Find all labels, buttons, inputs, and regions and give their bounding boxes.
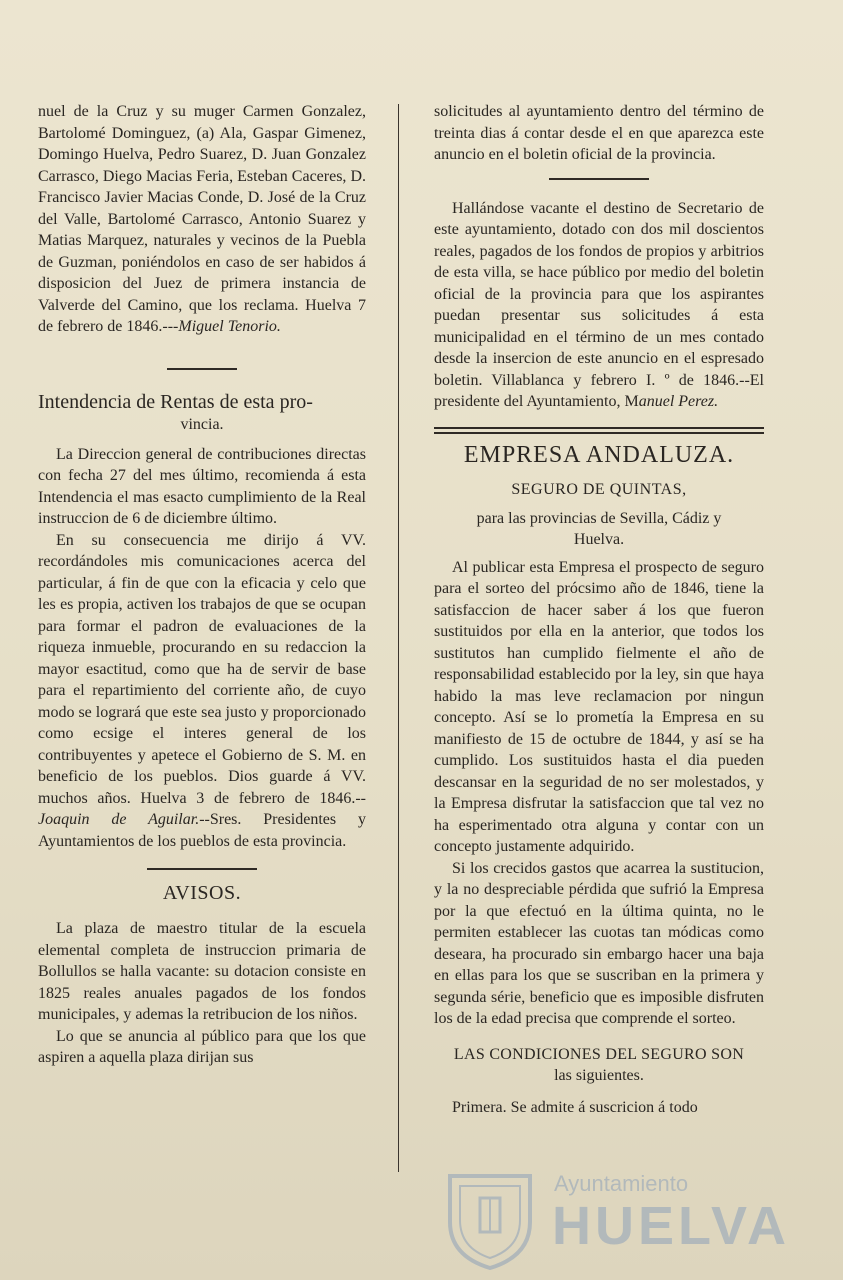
avisos-title: AVISOS. (162, 882, 242, 904)
empresa-title: EMPRESA ANDALUZA. (463, 441, 735, 468)
spacer (434, 166, 764, 178)
avisos-paragraph-1: La plaza de maestro titular de la escuela elemental completa de instruccion primaria de Bollullos se halla vacante: su dotacion consiste en 1825 reales anuales pagados de los fondos municipales, y ademas la retribucion de los niños. (38, 920, 366, 1023)
fugitives-text: nuel de la Cruz y su muger Carmen Gonzalez, Bartolomé Dominguez, (a) Ala, Gaspar Gimenez, Domingo Huelva, Pedro Suarez, D. Juan Gonzalez Carrasco, Diego Macias Feria, Esteban Caceres, D. Francisco Javier Macias Conde, D. José de la Cruz del Valle, Bartolomé Carrasco, Antonio Suarez y Matias Marquez, naturales y vecinos de la Puebla de Guzman, poniéndolos en caso de ser habidos á disposicion del Juez de primera instancia de Valverde del Camino, que los reclama. Huelva 7 de febrero de 1846.--- (38, 103, 366, 335)
secretario-text: Hallándose vacante el destino de Secretario de este ayuntamiento, dotado con dos mil doscientos reales, pagados de los fondos de propios y arbitrios de esta villa, se hace público por medio del boletin oficial de la provincia para que los aspirantes puedan presentar sus solicitudes á esta municipalidad en el término de un mes contado desde la insercion de este anuncio en el espresado boletin. Villablanca y febrero I. º de 1846.--El presidente del Ayuntamiento, M (434, 199, 764, 410)
intendencia-paragraph-1: La Direccion general de contribuciones directas con fecha 27 del mes último, recomienda á esta Intendencia el mas esacto cumplimiento de la Real instruccion de 6 de diciembre último. (38, 445, 366, 527)
solicitudes-paragraph: solicitudes al ayuntamiento dentro del término de treinta dias á contar desde el en que aparezca este anuncio en el boletin oficial de la provincia. (434, 103, 764, 163)
column-divider (398, 104, 399, 1172)
intendencia-title: Intendencia de Rentas de esta pro- (38, 390, 313, 413)
intendencia-text: En su consecuencia me dirijo á VV. recordándoles mis comunicaciones acerca del particular, á fin de que con la eficacia y celo que les es propia, activen los trabajos de que se ocupan para formar el padron de evaluaciones de la riqueza inmueble, procurando en su redaccion la mayor esactitud, como que ha de servir de base para el repartimiento del corriente año, de cuyo modo se logrará que este sea justo y proporcionado como ecsige el interes general de los contribuyentes y apetece el Gobierno de S. M. en beneficio de los pueblos. Dios guarde á VV. muchos años. Huelva 3 de febrero de 1846.-- (38, 531, 366, 807)
archive-watermark (436, 1160, 790, 1270)
left-column (38, 101, 366, 1069)
intendencia-closing: --Sres. Presidentes y Ayuntamientos de los pueblos de esta provincia. (38, 811, 366, 850)
intendencia-title-cont: vincia. (180, 415, 224, 433)
fugitives-paragraph (38, 101, 366, 338)
spacer (38, 852, 366, 868)
signature-tenorio: Miguel Tenorio. (178, 318, 281, 335)
spacer (434, 180, 764, 198)
coat-of-arms-icon (436, 1170, 544, 1270)
seguro-title: SEGURO DE QUINTAS, (511, 480, 687, 498)
spacer (38, 870, 366, 880)
empresa-paragraph-2: Si los crecidos gastos que acarrea la sustitucion, y la no despreciable pérdida que sufrió la Empresa por la que efectuó en la última quinta, no le permiten establecer las cuotas tan módicas como deseara, ha procurado sin embargo hacer una baja en ellas para los que se suscriban en la primera y segunda série, beneficio que es imposible disfruten los de la edad precisa que comprende el sorteo. (434, 859, 764, 1027)
provincias-line: para las provincias de Sevilla, Cádiz y Huelva. (476, 509, 722, 548)
intendencia-paragraph-2 (38, 530, 366, 853)
condiciones-cont: las siguientes. (554, 1067, 644, 1084)
spacer (38, 370, 366, 390)
watermark-line-2: HUELVA (552, 1196, 790, 1256)
signature-perez: anuel Perez. (638, 393, 719, 410)
spacer (38, 338, 366, 368)
spacer (434, 1030, 764, 1044)
spacer (434, 413, 764, 427)
spacer (434, 1087, 764, 1097)
double-rule (434, 427, 764, 434)
avisos-paragraph-2: Lo que se anuncia al público para que los que aspiren a aquella plaza dirijan sus (38, 1027, 366, 1066)
watermark-line-1: Ayuntamiento (554, 1171, 689, 1196)
secretario-paragraph (434, 198, 764, 413)
condiciones-title: LAS CONDICIONES DEL SEGURO SON (453, 1045, 745, 1063)
signature-aguilar: Joaquin de Aguilar. (38, 811, 200, 828)
empresa-paragraph-1: Al publicar esta Empresa el prospecto de seguro para el sorteo del prócsimo año de 1846, tiene la satisfaccion de hacer saber á los que fueron sustituidos por ella en la anterior, que todos los sustitutos han cumplido fielmente el año de responsabilidad establecido por la ley, sin que haya habido la mas leve reclamacion por ningun concepto. Así se lo prometía la Empresa en su manifiesto de 15 de octubre de 1844, y así se ha cumplido. Los sustituidos hasta el dia pueden descansar en la seguridad de no ser molestados, y la Empresa disfrutar la satisfaccion que tal vez no ha esperimentado otra alguna y contar con un concepto justamente adquirido. (434, 558, 764, 855)
primera-paragraph: Primera. Se admite á suscricion á todo (452, 1098, 698, 1116)
right-column (434, 101, 764, 1118)
